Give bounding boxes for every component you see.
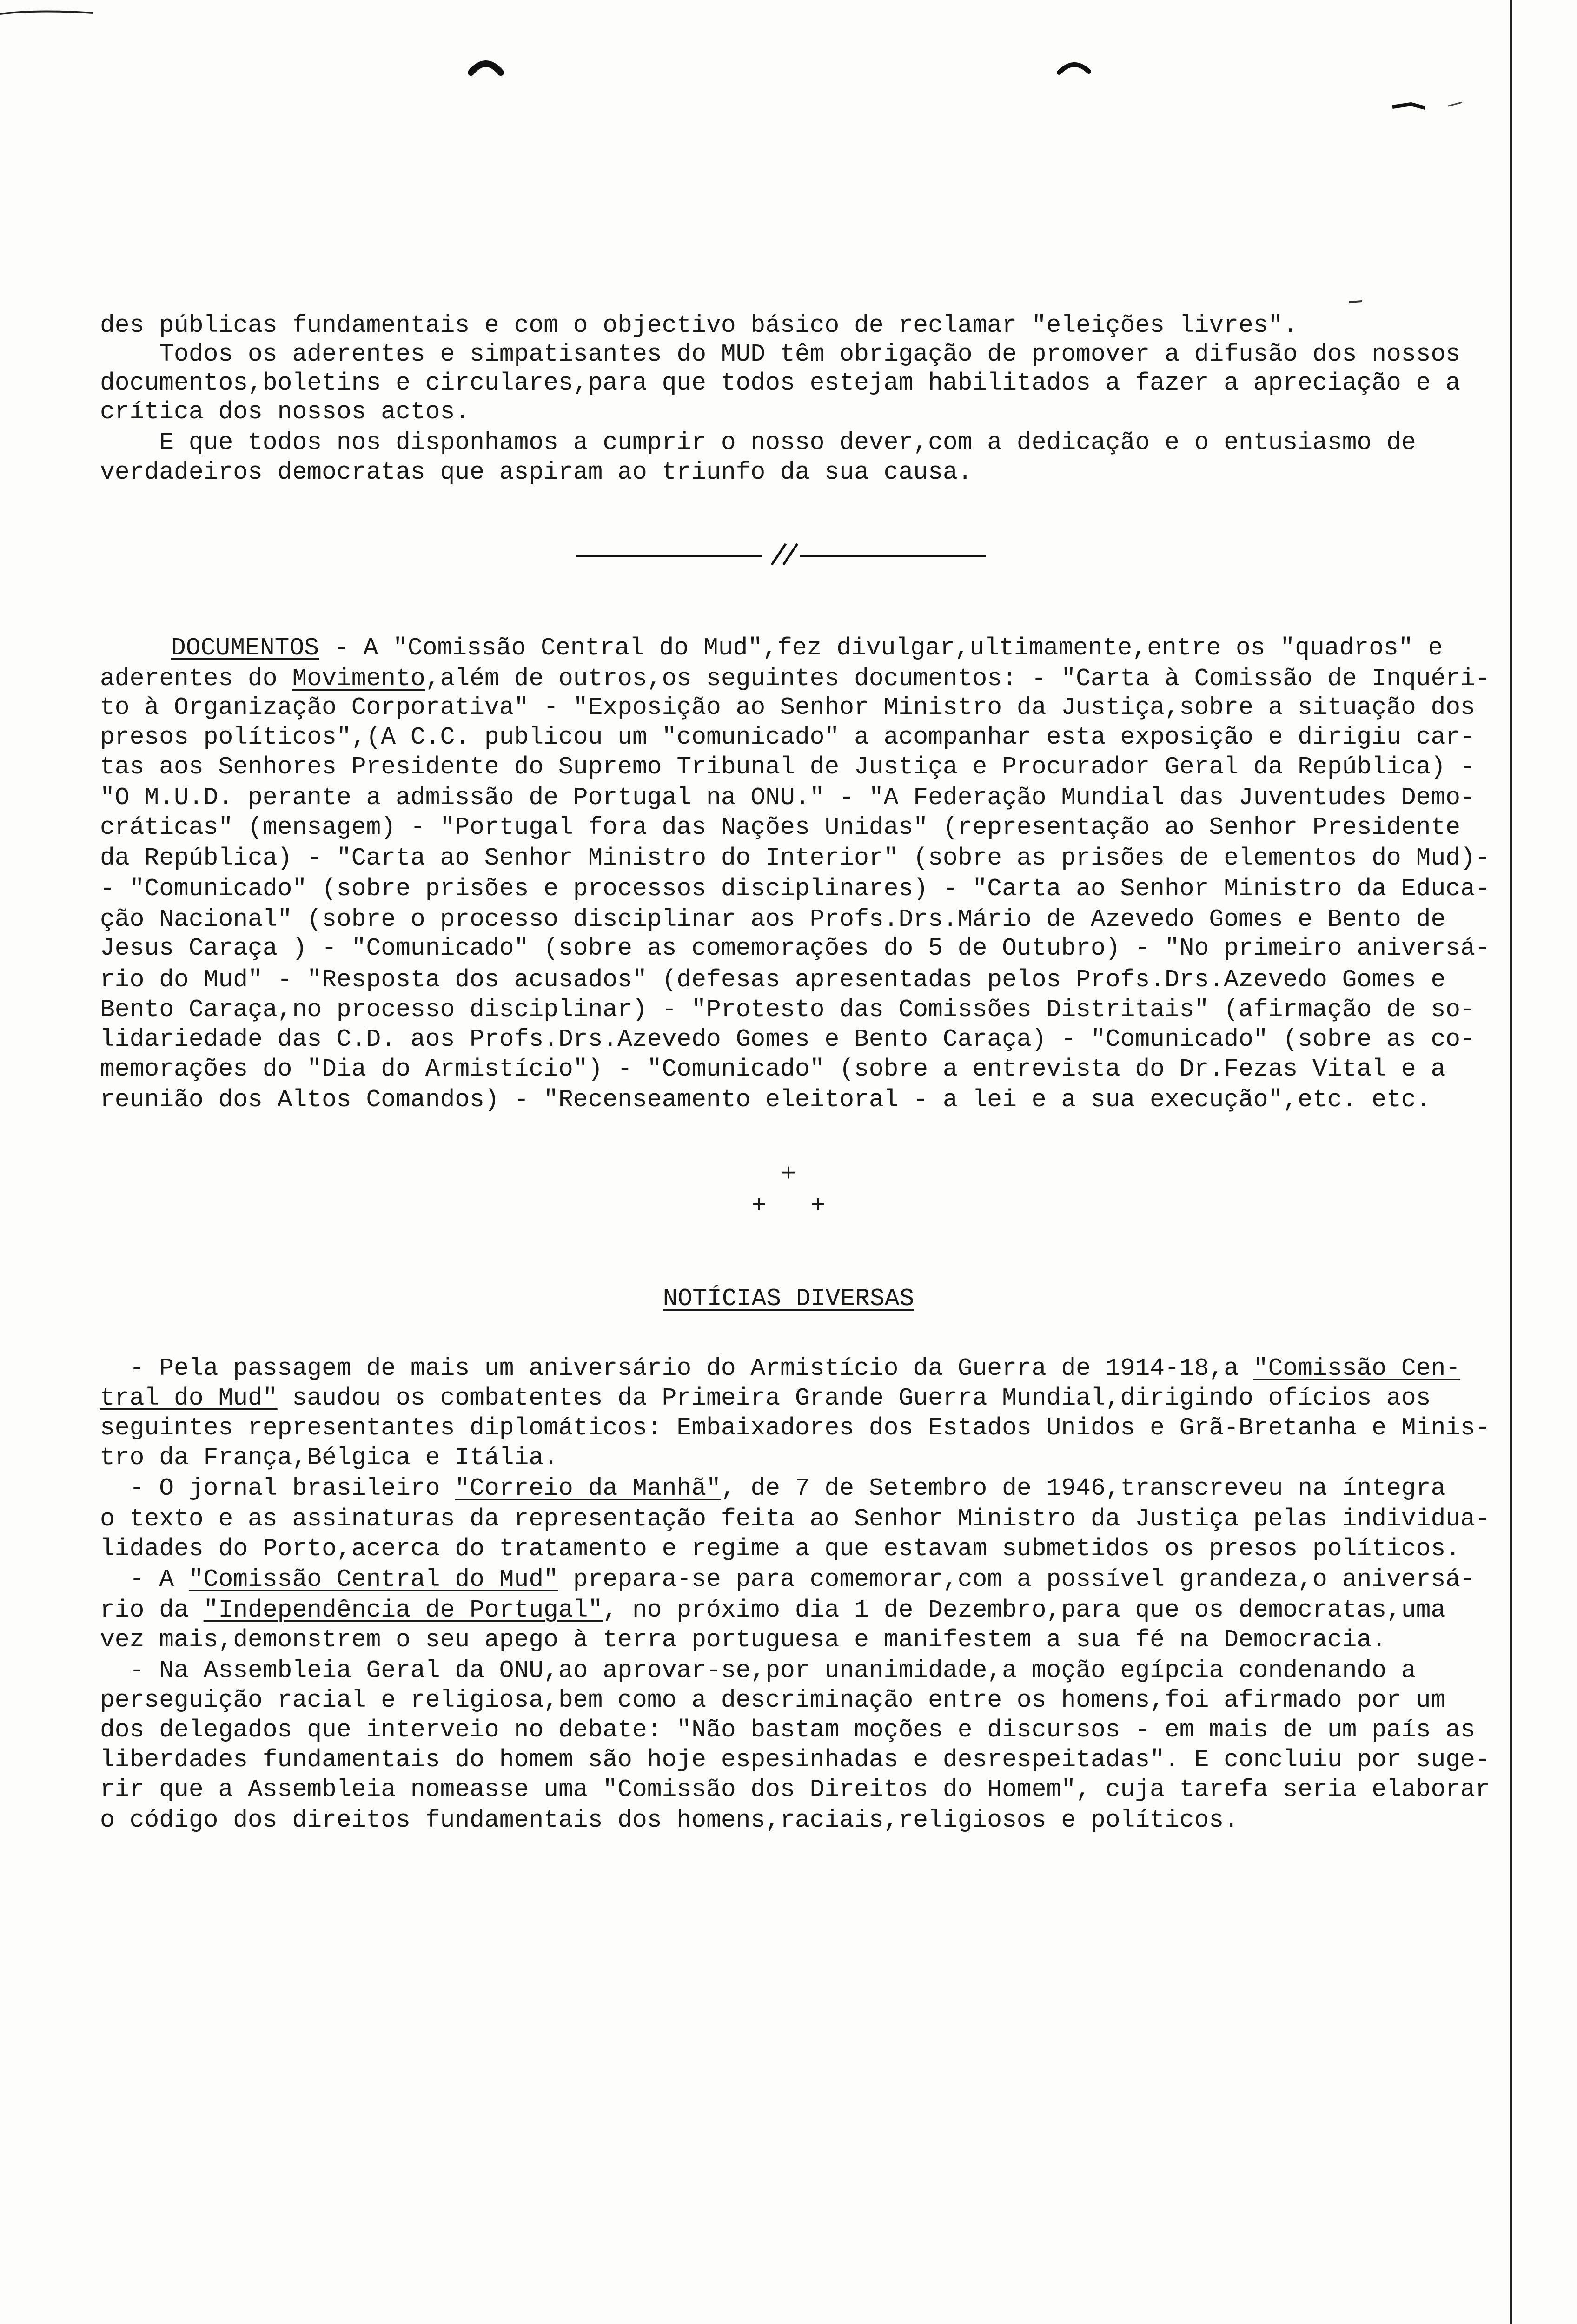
documentos-line-15: memorações do "Dia do Armistício") - "Comunicado" (sobre a entrevista do Dr.Fezas Vital e a: [100, 1055, 1446, 1083]
documentos-line-10: ção Nacional" (sobre o processo disciplinar aos Profs.Drs.Mário de Azevedo Gomes e Bento de: [100, 905, 1446, 933]
noticias-line-4: tro da França,Bélgica e Itália.: [100, 1444, 558, 1472]
noticias-line-1: [100, 1353, 1495, 1383]
documentos-line-16: reunião dos Altos Comandos) - "Recenseamento eleitoral - a lei e a sua execução",etc. etc.: [100, 1086, 1431, 1114]
documentos-line-1-text: - A "Comissão Central do Mud",fez divulgar,ultimamente,entre os "quadros" e: [319, 634, 1443, 662]
intro-line-5: E que todos nos disponhamos a cumprir o nosso dever,com a dedicação e o entusiasmo de: [100, 429, 1416, 456]
noticias-line-8-start: - A: [100, 1565, 189, 1593]
noticias-line-14: liberdades fundamentais do homem são hoje espesinhadas e desrespeitadas". E concluiu por suge-: [100, 1746, 1490, 1774]
documentos-line-11: Jesus Caraça ) - "Comunicado" (sobre as comemorações do 5 de Outubro) - "No primeiro aniversá-: [100, 934, 1490, 962]
documentos-line-1: [171, 633, 1566, 663]
noticias-line-9-rest: , no próximo dia 1 de Dezembro,para que os democratas,uma: [603, 1596, 1446, 1624]
intro-line-1: des públicas fundamentais e com o objectivo básico de reclamar "eleições livres".: [100, 311, 1298, 339]
documentos-line-2-start: aderentes do: [100, 665, 292, 693]
scan-mark-top-left: [0, 0, 107, 28]
movimento-underlined: Movimento: [292, 665, 425, 693]
noticias-line-11: - Na Assembleia Geral da ONU,ao aprovar-se,por unanimidade,a moção egípcia condenando a: [100, 1657, 1416, 1684]
documentos-line-3: to à Organização Corporativa" - "Exposição ao Senhor Ministro da Justiça,sobre a situação dos: [100, 693, 1475, 721]
noticias-heading: NOTÍCIAS DIVERSAS: [663, 1285, 914, 1313]
noticias-line-5-start: - O jornal brasileiro: [100, 1474, 455, 1502]
independencia-underlined: "Independência de Portugal": [203, 1596, 603, 1624]
documentos-line-13: Bento Caraça,no processo disciplinar) - "Protesto das Comissões Distritais" (afirmação de so-: [100, 996, 1475, 1023]
ink-mark-small: [1348, 297, 1367, 307]
comissao-central-do-mud-underlined: "Comissão Central do Mud": [188, 1565, 558, 1593]
intro-line-6: verdadeiros democratas que aspiram ao triunfo da sua causa.: [100, 458, 973, 486]
intro-line-3: documentos,boletins e circulares,para que todos estejam habilitados a fazer a apreciação e a: [100, 369, 1461, 397]
noticias-line-1-start: - Pela passagem de mais um aniversário do Armistício da Guerra de 1914-18,a: [100, 1354, 1253, 1382]
documentos-line-8: da República) - "Carta ao Senhor Ministro do Interior" (sobre as prisões de elementos do Mud)-: [100, 844, 1490, 872]
noticias-line-9-start: rio da: [100, 1596, 204, 1624]
noticias-line-12: perseguição racial e religiosa,bem como a descriminação entre os homens,foi afirmado por um: [100, 1686, 1446, 1714]
noticias-line-2-rest: saudou os combatentes da Primeira Grande Guerra Mundial,dirigindo ofícios aos: [277, 1384, 1431, 1412]
noticias-line-3: seguintes representantes diplomáticos: Embaixadores dos Estados Unidos e Grã-Bretanha e Minis-: [100, 1414, 1490, 1442]
noticias-line-13: dos delegados que interveio no debate: "Não bastam moções e discursos - em mais de um país as: [100, 1716, 1475, 1744]
noticias-line-2: [100, 1383, 1495, 1413]
documentos-line-5: tas aos Senhores Presidente do Supremo Tribunal de Justiça e Procurador Geral da República) -: [100, 753, 1475, 781]
noticias-line-5: [100, 1473, 1495, 1503]
documentos-line-4: presos políticos",(A C.C. publicou um "comunicado" a acompanhar esta exposição e dirigiu car-: [100, 723, 1475, 751]
noticias-line-5-rest: , de 7 de Setembro de 1946,transcreveu na íntegra: [721, 1474, 1446, 1502]
comissao-central-underlined: "Comissão Cen-: [1253, 1354, 1461, 1382]
ink-mark-top-right: [1392, 93, 1485, 121]
noticias-line-8: [100, 1565, 1495, 1594]
noticias-line-6: o texto e as assinaturas da representação feita ao Senhor Ministro da Justiça pelas individua-: [100, 1505, 1490, 1533]
documentos-line-14: lidariedade das C.D. aos Profs.Drs.Azevedo Gomes e Bento Caraça) - "Comunicado" (sobre as co-: [100, 1025, 1475, 1053]
documentos-line-9: - "Comunicado" (sobre prisões e processos disciplinares) - "Carta ao Senhor Ministro da Educa-: [100, 875, 1490, 903]
intro-line-2: Todos os aderentes e simpatisantes do MUD têm obrigação de promover a difusão dos nossos: [100, 340, 1461, 368]
noticias-line-7: lidades do Porto,acerca do tratamento e regime a que estavam submetidos os presos políticos.: [100, 1535, 1461, 1563]
documentos-heading: DOCUMENTOS: [171, 634, 319, 662]
tral-do-mud-underlined: tral do Mud": [100, 1384, 278, 1412]
documentos-line-2-rest: ,além de outros,os seguintes documentos: - "Carta à Comissão de Inquéri-: [425, 665, 1490, 693]
intro-line-4: crítica dos nossos actos.: [100, 398, 470, 426]
punch-hole-right: [1055, 55, 1093, 78]
noticias-line-15: rir que a Assembleia nomeasse uma "Comissão dos Direitos do Homem", cuja tarefa seria elaborar: [100, 1776, 1490, 1803]
noticias-heading-wrap: [0, 1284, 1577, 1314]
documentos-line-2: [100, 664, 1495, 693]
noticias-line-9: [100, 1595, 1495, 1625]
plus-separator-bottom: + +: [751, 1192, 826, 1220]
documentos-line-6: "O M.U.D. perante a admissão de Portugal na ONU." - "A Federação Mundial das Juventudes Demo-: [100, 784, 1475, 812]
plus-separator-top: +: [781, 1160, 796, 1188]
punch-hole-left: [467, 55, 504, 78]
noticias-line-10: vez mais,demonstrem o seu apego à terra portuguesa e manifestem a sua fé na Democracia.: [100, 1626, 1387, 1654]
correio-da-manha-underlined: "Correio da Manhã": [455, 1474, 721, 1502]
documentos-line-7: cráticas" (mensagem) - "Portugal fora das Nações Unidas" (representação ao Senhor Presidente: [100, 813, 1461, 841]
noticias-line-8-rest: prepara-se para comemorar,com a possível grandeza,o aniversá-: [558, 1565, 1475, 1593]
noticias-line-16: o código dos direitos fundamentais dos homens,raciais,religiosos e políticos.: [100, 1806, 1239, 1834]
section-divider: [576, 539, 986, 567]
documentos-line-12: rio do Mud" - "Resposta dos acusados" (defesas apresentadas pelos Profs.Drs.Azevedo Gomes e: [100, 966, 1446, 994]
